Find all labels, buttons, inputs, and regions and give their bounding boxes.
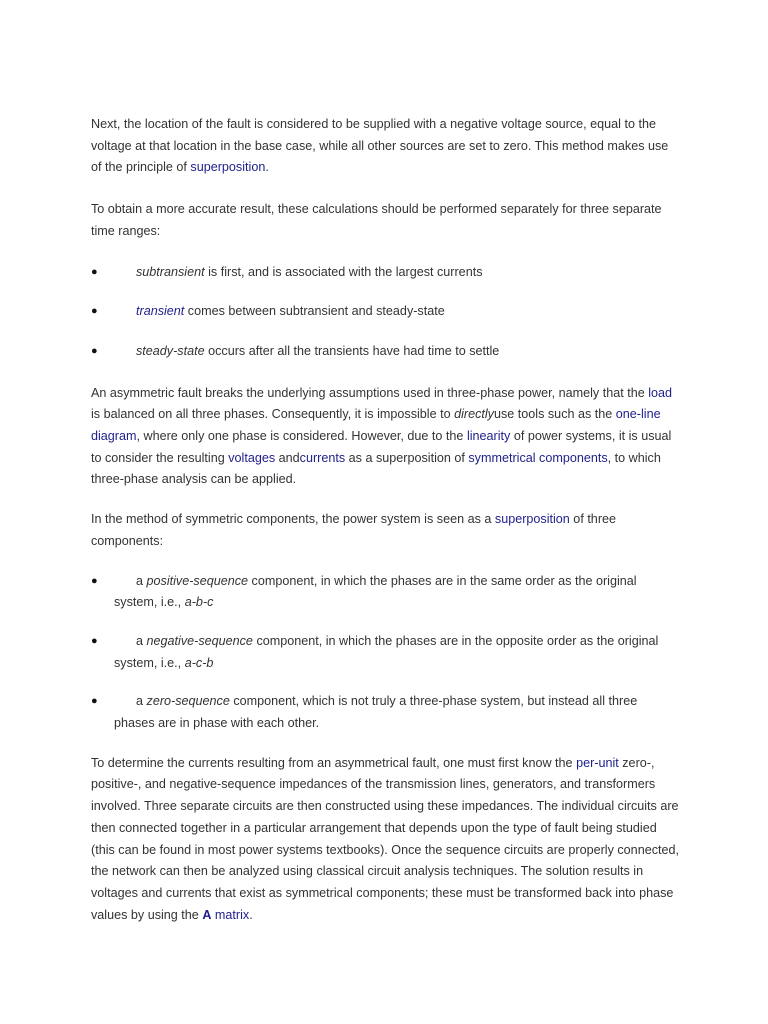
link-per-unit[interactable]: per-unit xyxy=(576,755,619,770)
bullet-icon: ● xyxy=(91,265,98,278)
link-symmetrical-components[interactable]: symmetrical components xyxy=(468,450,608,465)
time-ranges-list xyxy=(91,262,681,363)
list-item: ● a negative-sequence component, in which the phases are in the opposite order as the original system, i.e., a-c-b xyxy=(91,631,681,674)
paragraph-sequence-circuits: To determine the currents resulting from an asymmetrical fault, one must first know the per-unit zero-, positive-, and negative-sequence impedances of the transmission lines, generators, and transformers involved. Three separate circuits are then constructed using these impedances. The individual circuits are then connected together in a particular arrangement that depends upon the type of fault being studied (this can be found in most power systems textbooks). Once the sequence circuits are properly connected, the network can then be analyzed using classical circuit analysis techniques. The solution results in voltages and currents that exist as symmetrical components; these must be transformed back into phase values by using the A matrix. xyxy=(91,755,680,922)
paragraph-time-ranges-intro: To obtain a more accurate result, these calculations should be performed separately for three separate time ranges: xyxy=(91,202,662,238)
components-list xyxy=(91,571,681,735)
bullet-icon: ● xyxy=(91,634,98,647)
link-a-matrix-a[interactable]: A xyxy=(202,907,212,922)
link-transient[interactable]: transient xyxy=(136,304,185,319)
link-currents[interactable]: currents xyxy=(299,450,346,465)
list-item: ● subtransient is first, and is associated with the largest currents xyxy=(91,262,681,284)
link-superposition-2[interactable]: superposition xyxy=(494,512,570,527)
bullet-icon: ● xyxy=(91,305,98,318)
paragraph-negative-source: Next, the location of the fault is considered to be supplied with a negative voltage source, equal to the voltage at that location in the base case, while all other sources are set to zero. This method makes use of the principle of superposition. xyxy=(91,117,669,175)
list-item: ● a positive-sequence component, in which the phases are in the same order as the original system, i.e., a-b-c xyxy=(91,571,681,614)
paragraph-asymmetric-fault: An asymmetric fault breaks the underlying assumptions used in three-phase power, namely that the load is balanced on all three phases. Consequently, it is impossible to directlyuse tools such as the one-line diagram, where only one phase is considered. However, due to the linearity of power systems, it is usual to consider the resulting voltages andcurrents as a superposition of symmetrical components, to which three-phase analysis can be applied. xyxy=(91,385,673,487)
bullet-icon: ● xyxy=(91,695,98,708)
link-voltages[interactable]: voltages xyxy=(228,450,276,465)
list-item: ● a zero-sequence component, which is not truly a three-phase system, but instead all three phases are in phase with each other. xyxy=(91,691,681,734)
link-load[interactable]: load xyxy=(648,385,673,400)
list-item: ● transient comes between subtransient and steady-state xyxy=(91,301,681,323)
list-item: ● steady-state occurs after all the transients have had time to settle xyxy=(91,341,681,363)
link-superposition[interactable]: superposition xyxy=(190,160,266,175)
bullet-icon: ● xyxy=(91,344,98,357)
link-one-line-diagram[interactable]: one-line diagram xyxy=(91,407,661,444)
link-linearity[interactable]: linearity xyxy=(466,429,511,444)
article-body xyxy=(91,114,681,926)
bullet-icon: ● xyxy=(91,574,98,587)
paragraph-symmetric-components: In the method of symmetric components, the power system is seen as a superposition of three components: xyxy=(91,512,617,548)
link-a-matrix[interactable]: matrix xyxy=(211,907,250,922)
